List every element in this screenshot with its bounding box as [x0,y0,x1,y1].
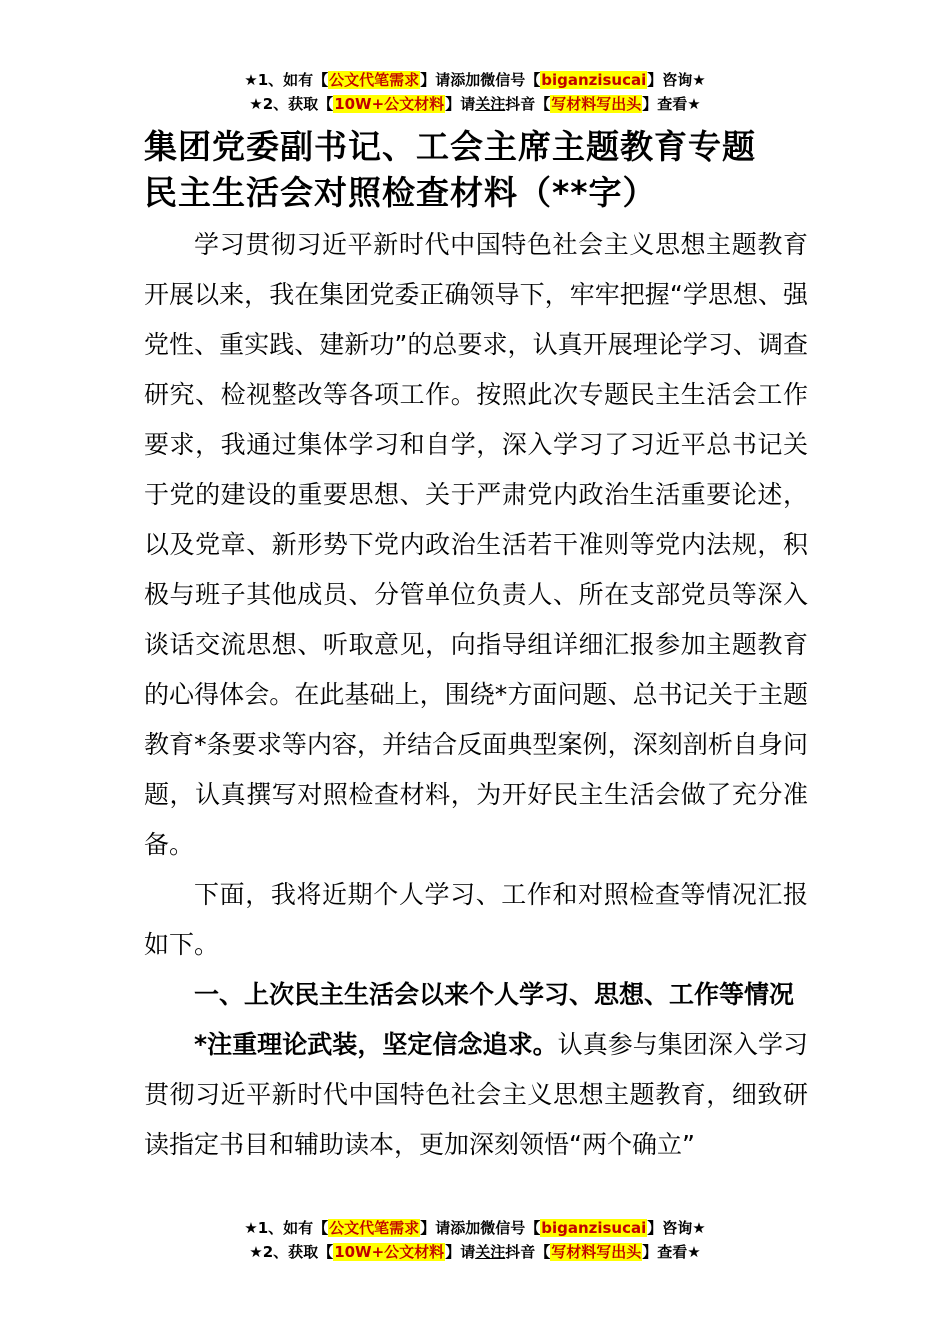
banner-text: ★2、获取【 [249,95,334,113]
banner-highlight: biganzisucai [541,1219,647,1237]
footer-banner [0,1216,950,1264]
banner-line-2 [0,92,950,116]
banner-highlight: 10W+公文材料 [334,1243,445,1261]
banner-highlight: 公文代笔需求 [329,1219,420,1237]
banner-highlight: 写材料写出头 [551,95,642,113]
document-body [144,220,808,1170]
document-title [144,124,824,216]
banner-highlight: 10W+公文材料 [334,95,445,113]
banner-text: ★2、获取【 [249,1243,334,1261]
paragraph-lead: *注重理论武装，坚定信念追求。 [194,1030,558,1059]
banner-line-1 [0,1216,950,1240]
banner-text: ★1、如有【 [244,1219,329,1237]
paragraph-text: 认真参与集团深入学习贯彻习近平新时代中国特色社会主义思想主题教育，细致研读指定书目和辅助读本，更加深刻领悟“两个确立” [144,1030,808,1159]
banner-text: 】请添加微信号【 [420,71,541,89]
title-line-1: 集团党委副书记、工会主席主题教育专题 [144,127,756,166]
banner-text: 抖音【 [505,95,551,113]
banner-text: 】查看★ [642,1243,701,1261]
banner-highlight: 公文代笔需求 [329,71,420,89]
paragraph-intro: 学习贯彻习近平新时代中国特色社会主义思想主题教育开展以来，我在集团党委正确领导下，牢牢把握“学思想、强党性、重实践、建新功”的总要求，认真开展理论学习、调查研究、检视整改等各项工作。按照此次专题民主生活会工作要求，我通过集体学习和自学，深入学习了习近平总书记关于党的建设的重要思想、关于严肃党内政治生活重要论述，以及党章、新形势下党内政治生活若干准则等党内法规，积极与班子其他成员、分管单位负责人、所在支部党员等深入谈话交流思想、听取意见，向指导组详细汇报参加主题教育的心得体会。在此基础上，围绕*方面问题、总书记关于主题教育*条要求等内容，并结合反面典型案例，深刻剖析自身问题，认真撰写对照检查材料，为开好民主生活会做了充分准备。 [144,230,808,859]
banner-text: 抖音【 [505,1243,551,1261]
paragraph-transition: 下面，我将近期个人学习、工作和对照检查等情况汇报如下。 [144,880,808,959]
banner-highlight: biganzisucai [541,71,647,89]
banner-text: 】请 [445,95,476,113]
banner-line-2 [0,1240,950,1264]
banner-text: 】查看★ [642,95,701,113]
section-heading-1: 一、上次民主生活会以来个人学习、思想、工作等情况 [194,980,795,1009]
title-line-2: 民主生活会对照检查材料（**字） [144,173,657,212]
banner-line-1 [0,68,950,92]
banner-text: ★1、如有【 [244,71,329,89]
banner-text: 】请 [445,1243,476,1261]
banner-highlight: 写材料写出头 [551,1243,642,1261]
paragraph-section-1 [144,1020,808,1170]
header-banner [0,68,950,116]
banner-text: 】请添加微信号【 [420,1219,541,1237]
banner-underline: 关注 [475,1243,506,1261]
banner-text: 】咨询★ [647,71,706,89]
banner-text: 】咨询★ [647,1219,706,1237]
banner-underline: 关注 [475,95,506,113]
